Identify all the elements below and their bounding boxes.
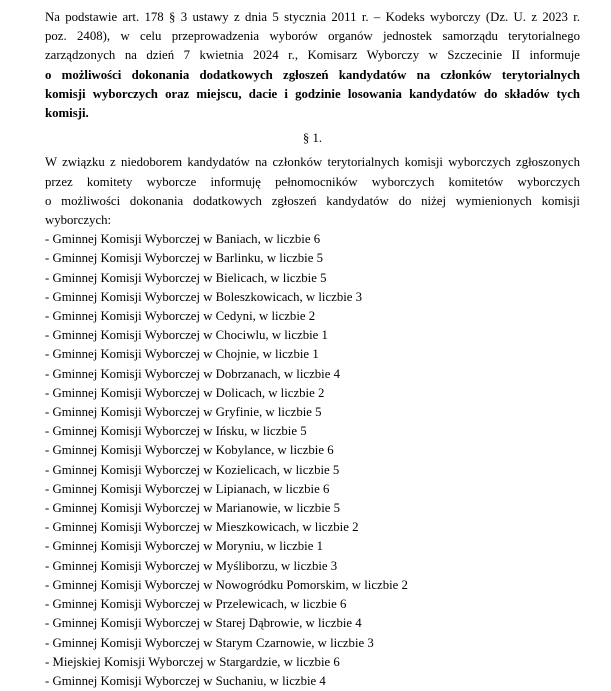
- text-line: poz. 2408), w celu przeprowadzenia wyborów organów jednostek samorządu terytorialnego: [45, 29, 580, 44]
- text-line: komisji.: [45, 106, 89, 121]
- list-item: - Gminnej Komisji Wyborczej w Gryfinie, w liczbie 5: [45, 405, 322, 420]
- list-item: - Gminnej Komisji Wyborczej w Suchaniu, w liczbie 4: [45, 673, 326, 688]
- list-item: - Gminnej Komisji Wyborczej w Kozielicach, w liczbie 5: [45, 462, 340, 477]
- list-item: - Gminnej Komisji Wyborczej w Baniach, w liczbie 6: [45, 232, 321, 247]
- list-item: - Gminnej Komisji Wyborczej w Chociwlu, w liczbie 1: [45, 328, 328, 343]
- section-heading: § 1.: [302, 131, 323, 146]
- list-item: - Gminnej Komisji Wyborczej w Barlinku, w liczbie 5: [45, 251, 323, 266]
- intro-paragraph: [45, 8, 580, 123]
- list-item: - Gminnej Komisji Wyborczej w Lipianach, w liczbie 6: [45, 481, 330, 496]
- list-item: - Gminnej Komisji Wyborczej w Starej Dąbrowie, w liczbie 4: [45, 616, 362, 631]
- list-item: - Gminnej Komisji Wyborczej w Boleszkowicach, w liczbie 3: [45, 289, 363, 304]
- section-body: [45, 153, 580, 230]
- list-item: - Gminnej Komisji Wyborczej w Ińsku, w liczbie 5: [45, 424, 307, 439]
- text-line: o możliwości dokonania dodatkowych zgłoszeń kandydatów do niżej wymienionych komisji: [45, 193, 580, 208]
- list-item: - Gminnej Komisji Wyborczej w Dobrzanach, w liczbie 4: [45, 366, 341, 381]
- list-item: - Gminnej Komisji Wyborczej w Myśliborzu, w liczbie 3: [45, 558, 338, 573]
- text-line: Na podstawie art. 178 § 3 ustawy z dnia 5 stycznia 2011 r. – Kodeks wyborczy (Dz. U. z 2023 r.: [45, 10, 580, 24]
- list-item: - Gminnej Komisji Wyborczej w Mieszkowicach, w liczbie 2: [45, 520, 359, 535]
- text-line: o możliwości dokonania dodatkowych zgłoszeń kandydatów na członków terytorialnych: [45, 67, 580, 82]
- text-line: przez komitety wyborcze informuję pełnomocników wyborczych komitetów wyborczych: [45, 174, 580, 189]
- text-line: zarządzonych na dzień 7 kwietnia 2024 r., Komisarz Wyborczy w Szczecinie II informuje: [45, 48, 580, 63]
- list-item: - Gminnej Komisji Wyborczej w Kobylance, w liczbie 6: [45, 443, 334, 458]
- text-line: komisji wyborczych oraz miejscu, dacie i godzinie losowania kandydatów do składów tych: [45, 86, 580, 101]
- list-item: - Gminnej Komisji Wyborczej w Marianowie, w liczbie 5: [45, 501, 341, 516]
- list-item: - Gminnej Komisji Wyborczej w Moryniu, w liczbie 1: [45, 539, 323, 554]
- text-line: W związku z niedoborem kandydatów na członków terytorialnych komisji wyborczych zgłoszonych: [45, 155, 580, 170]
- commission-list: [45, 230, 580, 691]
- list-item: - Gminnej Komisji Wyborczej w Chojnie, w liczbie 1: [45, 347, 319, 362]
- list-item: - Gminnej Komisji Wyborczej w Bielicach, w liczbie 5: [45, 270, 327, 285]
- text-line: wyborczych:: [45, 213, 112, 228]
- list-item: - Gminnej Komisji Wyborczej w Przelewicach, w liczbie 6: [45, 597, 347, 612]
- list-item: - Gminnej Komisji Wyborczej w Cedyni, w liczbie 2: [45, 309, 316, 324]
- list-item: - Miejskiej Komisji Wyborczej w Stargardzie, w liczbie 6: [45, 654, 340, 669]
- list-item: - Gminnej Komisji Wyborczej w Nowogródku Pomorskim, w liczbie 2: [45, 577, 408, 592]
- list-item: - Gminnej Komisji Wyborczej w Dolicach, w liczbie 2: [45, 385, 325, 400]
- list-item: - Gminnej Komisji Wyborczej w Starym Czarnowie, w liczbie 3: [45, 635, 374, 650]
